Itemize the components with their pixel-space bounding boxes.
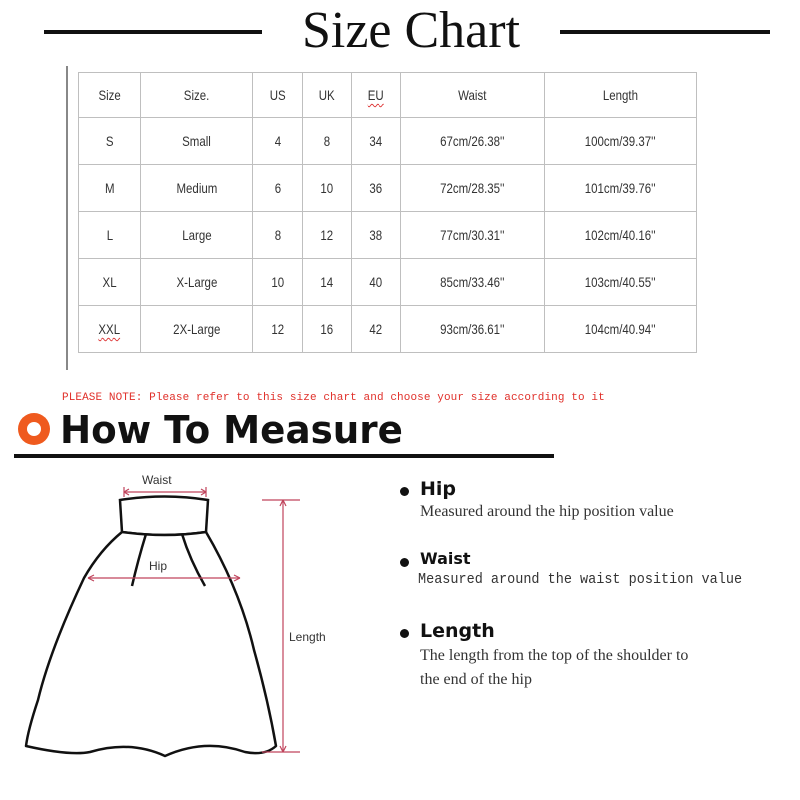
cell-eu: 36 — [352, 165, 401, 212]
cell-length: 100cm/39.37'' — [545, 118, 697, 165]
how-to-measure-rule — [14, 454, 554, 458]
table-row — [79, 165, 697, 212]
skirt-diagram — [0, 460, 380, 800]
header-size-name: Size. — [141, 73, 253, 118]
measure-item-head: Length — [420, 620, 495, 642]
table-row — [79, 212, 697, 259]
cell-us: 12 — [253, 306, 303, 353]
cell-length: 104cm/40.94'' — [545, 306, 697, 353]
size-table-panel — [66, 66, 708, 370]
cell-uk: 14 — [303, 259, 352, 306]
header-waist: Waist — [401, 73, 545, 118]
cell-eu: 34 — [352, 118, 401, 165]
page-title: Size Chart — [301, 2, 521, 59]
cell-size: S — [79, 118, 141, 165]
header-length: Length — [545, 73, 697, 118]
cell-uk: 8 — [303, 118, 352, 165]
cell-uk: 10 — [303, 165, 352, 212]
cell-size-name: Medium — [141, 165, 253, 212]
cell-waist: 93cm/36.61'' — [401, 306, 545, 353]
measure-item-head: Waist — [420, 549, 471, 568]
cell-size: M — [79, 165, 141, 212]
cell-eu: 38 — [352, 212, 401, 259]
cell-size-name: 2X-Large — [141, 306, 253, 353]
cell-us: 6 — [253, 165, 303, 212]
size-note: PLEASE NOTE: Please refer to this size chart and choose your size according to it — [62, 392, 605, 404]
cell-uk: 12 — [303, 212, 352, 259]
cell-eu: 40 — [352, 259, 401, 306]
cell-size: L — [79, 212, 141, 259]
cell-uk: 16 — [303, 306, 352, 353]
cell-us: 8 — [253, 212, 303, 259]
table-row — [79, 118, 697, 165]
cell-size-name: Small — [141, 118, 253, 165]
header-eu: EU — [352, 73, 401, 118]
cell-size-name: X-Large — [141, 259, 253, 306]
diagram-label-length: Length — [289, 630, 326, 644]
size-table — [78, 72, 697, 353]
cell-length: 102cm/40.16'' — [545, 212, 697, 259]
skirt-waistband — [120, 497, 208, 536]
orange-ring-icon — [18, 413, 50, 445]
measure-item-body: Measured around the hip position value — [420, 503, 674, 520]
cell-length: 101cm/39.76'' — [545, 165, 697, 212]
table-header-row — [79, 73, 697, 118]
cell-size: XXL — [79, 306, 141, 353]
title-rule-right — [560, 30, 770, 34]
table-row — [79, 306, 697, 353]
header-uk: UK — [303, 73, 352, 118]
header-us: US — [253, 73, 303, 118]
cell-length: 103cm/40.55'' — [545, 259, 697, 306]
how-to-measure-title: How To Measure — [60, 408, 403, 452]
table-row — [79, 259, 697, 306]
cell-us: 10 — [253, 259, 303, 306]
bullet-dot-icon — [400, 629, 409, 638]
cell-waist: 85cm/33.46'' — [401, 259, 545, 306]
cell-size-name: Large — [141, 212, 253, 259]
measure-item-body: the end of the hip — [420, 671, 532, 688]
cell-waist: 72cm/28.35'' — [401, 165, 545, 212]
header-size: Size — [79, 73, 141, 118]
measure-item-body: Measured around the waist position value — [418, 571, 743, 588]
cell-size: XL — [79, 259, 141, 306]
diagram-label-waist: Waist — [142, 473, 172, 487]
measure-item-head: Hip — [420, 478, 457, 500]
diagram-label-hip: Hip — [149, 559, 168, 573]
bullet-dot-icon — [400, 558, 409, 567]
title-rule-left — [44, 30, 262, 34]
cell-eu: 42 — [352, 306, 401, 353]
cell-us: 4 — [253, 118, 303, 165]
cell-waist: 77cm/30.31'' — [401, 212, 545, 259]
cell-waist: 67cm/26.38'' — [401, 118, 545, 165]
bullet-dot-icon — [400, 487, 409, 496]
measure-item-body: The length from the top of the shoulder to — [420, 647, 689, 664]
